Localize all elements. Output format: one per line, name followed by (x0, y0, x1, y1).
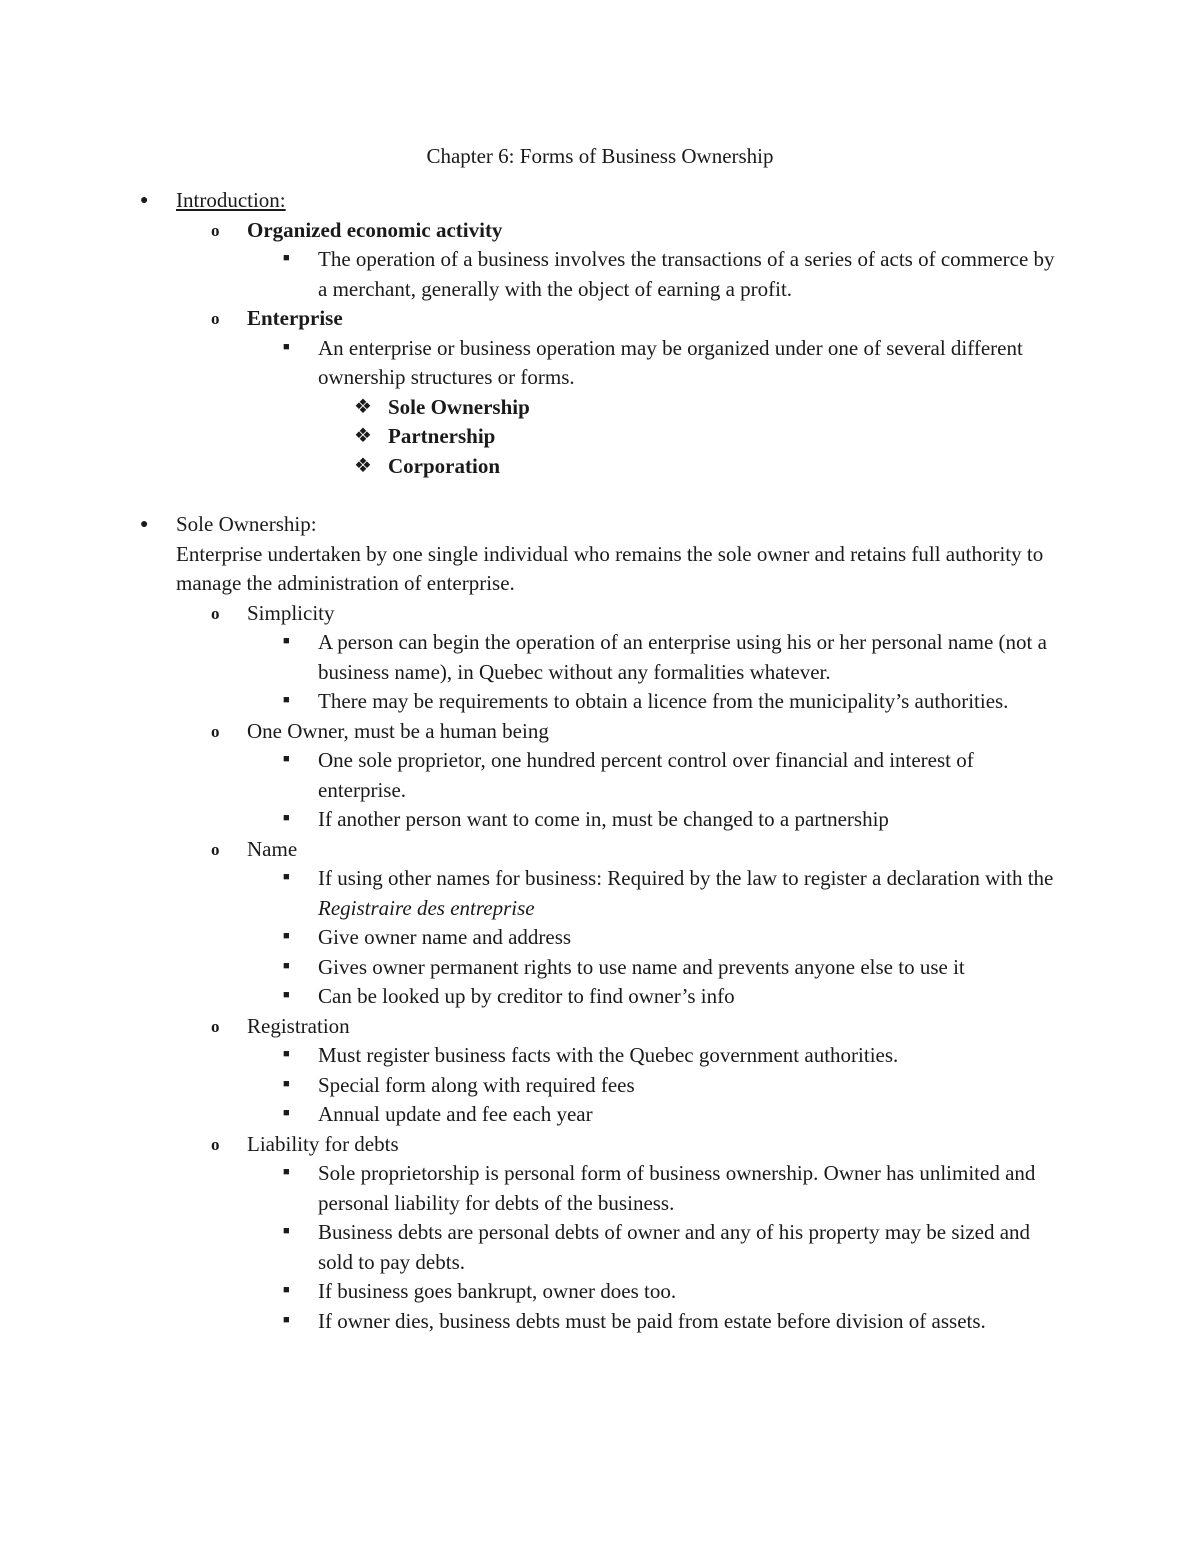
subsection-heading: Enterprise (247, 306, 343, 330)
registry-name: Registraire des entreprise (318, 895, 535, 920)
point-text: Gives owner permanent rights to use name and prevents anyone else to use it (318, 954, 965, 979)
subsection-heading: Simplicity (247, 600, 335, 625)
square-bullet-icon: ■ (283, 1048, 290, 1060)
list-item (0, 1071, 1200, 1101)
list-item-name (0, 835, 1200, 865)
point-text: If owner dies, business debts must be paid from estate before division of assets. (318, 1308, 986, 1333)
circle-bullet-icon: o (211, 603, 220, 623)
document-body (0, 186, 1200, 1336)
list-item (0, 1100, 1200, 1130)
section-label: Introduction: (176, 188, 286, 212)
list-item-form (0, 393, 1200, 423)
list-item-form (0, 452, 1200, 482)
list-item (0, 923, 1200, 953)
form-label: Corporation (388, 453, 500, 478)
list-item (0, 746, 1200, 805)
form-label: Sole Ownership (388, 394, 530, 419)
page-title: Chapter 6: Forms of Business Ownership (426, 144, 774, 168)
point-text: One sole proprietor, one hundred percent control over financial and interest of enterprise. (318, 748, 974, 802)
square-bullet-icon: ■ (283, 694, 290, 706)
subsection-heading: Liability for debts (247, 1131, 399, 1156)
point-text: If using other names for business: Required by the law to register a declaration with the (318, 866, 1054, 890)
point-text: An enterprise or business operation may be organized under one of several different ownership structures or forms. (318, 335, 1023, 389)
subsection-heading: One Owner, must be a human being (247, 718, 549, 743)
square-bullet-icon: ■ (283, 871, 290, 883)
square-bullet-icon: ■ (283, 1284, 290, 1296)
list-item-liability (0, 1130, 1200, 1160)
diamond-bullet-icon: ❖ (354, 395, 372, 418)
circle-bullet-icon: o (211, 721, 220, 741)
square-bullet-icon: ■ (283, 930, 290, 942)
square-bullet-icon: ■ (283, 252, 290, 264)
point-text: Special form along with required fees (318, 1072, 635, 1097)
diamond-bullet-icon: ❖ (354, 425, 372, 447)
list-item-sole-ownership (0, 510, 1200, 599)
list-item (0, 1307, 1200, 1337)
circle-bullet-icon: o (211, 1134, 220, 1154)
list-item (0, 982, 1200, 1012)
point-text: Can be looked up by creditor to find owner’s info (318, 984, 735, 1008)
list-item (0, 1218, 1200, 1277)
section-definition: Enterprise undertaken by one single individual who remains the sole owner and retains full authority to manage the administration of enterprise. (176, 541, 1044, 595)
point-text: Sole proprietorship is personal form of business ownership. Owner has unlimited and personal liability for debts of the business. (318, 1161, 1036, 1215)
square-bullet-icon: ■ (283, 959, 290, 972)
subsection-heading: Organized economic activity (247, 217, 503, 242)
square-bullet-icon: ■ (283, 635, 290, 647)
bullet-icon: ● (140, 517, 149, 532)
list-item (0, 687, 1200, 717)
list-item (0, 864, 1200, 923)
list-item-one-owner (0, 717, 1200, 747)
subsection-heading: Name (247, 836, 298, 861)
list-item (0, 1041, 1200, 1071)
list-item (0, 245, 1200, 304)
list-item (0, 334, 1200, 393)
list-item-simplicity (0, 599, 1200, 629)
square-bullet-icon: ■ (283, 1313, 290, 1326)
square-bullet-icon: ■ (283, 1077, 290, 1090)
subsection-heading: Registration (247, 1013, 350, 1038)
bullet-icon: ● (140, 193, 149, 208)
point-text: If business goes bankrupt, owner does too. (318, 1279, 677, 1303)
square-bullet-icon: ■ (283, 1107, 290, 1119)
list-item (0, 1277, 1200, 1307)
square-bullet-icon: ■ (283, 1166, 290, 1178)
list-item (0, 953, 1200, 983)
list-item (0, 805, 1200, 835)
point-text: If another person want to come in, must be changed to a partnership (318, 807, 889, 831)
list-item (0, 628, 1200, 687)
section-label: Sole Ownership: (176, 512, 317, 536)
point-text: Annual update and fee each year (318, 1102, 593, 1126)
point-text: There may be requirements to obtain a licence from the municipality’s authorities. (318, 689, 1009, 713)
diamond-bullet-icon: ❖ (354, 454, 372, 477)
square-bullet-icon: ■ (283, 753, 290, 765)
square-bullet-icon: ■ (283, 1225, 290, 1237)
list-item-form (0, 422, 1200, 452)
circle-bullet-icon: o (211, 220, 220, 240)
square-bullet-icon: ■ (283, 812, 290, 824)
point-text: The operation of a business involves the transactions of a series of acts of commerce by a merchant, generally with the object of earning a profit. (318, 247, 1055, 301)
list-item-enterprise (0, 304, 1200, 334)
list-item-introduction (0, 186, 1200, 216)
point-text: Business debts are personal debts of owner and any of his property may be sized and sold to pay debts. (318, 1220, 1031, 1274)
spacer (0, 481, 1200, 510)
circle-bullet-icon: o (211, 839, 220, 859)
list-item-registration (0, 1012, 1200, 1042)
circle-bullet-icon: o (211, 309, 220, 328)
list-item-organized-activity (0, 216, 1200, 246)
point-text: Must register business facts with the Quebec government authorities. (318, 1043, 899, 1067)
square-bullet-icon: ■ (283, 340, 290, 353)
form-label: Partnership (388, 424, 496, 448)
circle-bullet-icon: o (211, 1016, 220, 1036)
point-text: A person can begin the operation of an enterprise using his or her personal name (not a business name), in Quebec without any formalities whatever. (318, 630, 1047, 684)
point-text: Give owner name and address (318, 925, 572, 949)
square-bullet-icon: ■ (283, 989, 290, 1001)
list-item (0, 1159, 1200, 1218)
